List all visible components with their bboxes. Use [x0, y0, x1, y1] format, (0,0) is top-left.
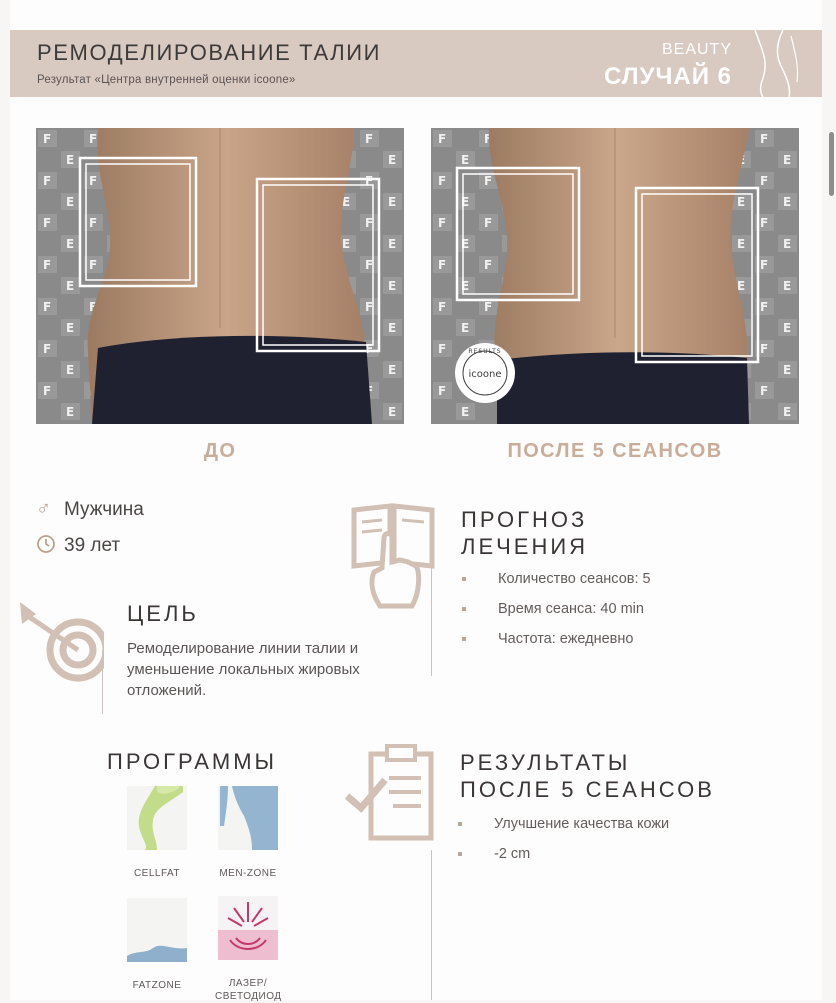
badge-brand: icoone	[468, 369, 502, 380]
results-heading-line1: РЕЗУЛЬТАТЫ	[460, 750, 631, 775]
patient-age	[36, 534, 120, 557]
forecast-heading-line2: ЛЕЧЕНИЯ	[461, 534, 589, 559]
results-divider	[431, 850, 432, 1000]
page-title: РЕМОДЕЛИРОВАНИЕ ТАЛИИ	[37, 40, 382, 65]
book-hand-icon	[350, 502, 436, 612]
after-caption: ПОСЛЕ 5 СЕАНСОВ	[507, 440, 723, 462]
clock-icon	[36, 534, 64, 557]
bullet-icon	[458, 852, 462, 856]
list-item	[462, 568, 651, 598]
age-value: 39 лет	[64, 535, 121, 556]
list-item	[458, 813, 669, 843]
bullet-icon	[462, 577, 466, 581]
header-banner	[10, 30, 822, 97]
clipboard-check-icon	[345, 744, 437, 842]
before-caption: ДО	[203, 440, 237, 462]
forecast-frequency: Частота: ежедневно	[498, 631, 634, 647]
gender-value: Мужчина	[64, 499, 144, 520]
body-outline-icon	[747, 30, 807, 97]
men-zone-thumbnail	[218, 786, 278, 850]
list-item	[462, 598, 651, 628]
forecast-divider	[431, 556, 432, 676]
brand-label: BEAUTY	[661, 41, 732, 58]
bullet-icon	[462, 637, 466, 641]
bullet-icon	[462, 607, 466, 611]
after-photo	[431, 128, 799, 424]
result-cm-reduction: -2 cm	[494, 846, 531, 862]
patient-gender	[36, 498, 144, 521]
forecast-sessions: Количество сеансов: 5	[498, 571, 651, 587]
goal-divider	[102, 650, 103, 714]
results-heading-line2: ПОСЛЕ 5 СЕАНСОВ	[460, 777, 715, 802]
laser-led-thumbnail	[218, 896, 278, 960]
program-fatzone	[124, 898, 190, 992]
forecast-heading	[461, 506, 588, 560]
target-arrow-icon	[18, 598, 104, 694]
program-laser-led	[215, 896, 281, 1003]
list-item	[458, 843, 669, 873]
program-label: MEN-ZONE	[219, 868, 277, 879]
results-heading	[460, 749, 715, 803]
forecast-list	[462, 568, 651, 658]
programs-heading: ПРОГРАММЫ	[107, 749, 278, 774]
program-label: FATZONE	[132, 980, 182, 991]
cellfat-thumbnail	[127, 786, 187, 850]
case-label: СЛУЧАЙ 6	[604, 63, 732, 90]
male-symbol-icon: ♂	[36, 498, 51, 520]
scrollbar-thumb[interactable]	[829, 132, 834, 196]
badge-ring-text: RESULTS	[468, 348, 502, 355]
results-badge	[455, 343, 515, 403]
program-label: CELLFAT	[133, 868, 181, 879]
forecast-heading-line1: ПРОГНОЗ	[461, 507, 588, 532]
list-item	[462, 628, 651, 658]
program-cellfat	[124, 786, 190, 880]
forecast-duration: Время сеанса: 40 min	[498, 601, 644, 617]
results-list	[458, 813, 669, 873]
page-subtitle: Результат «Центра внутренней оценки icoone»	[37, 74, 296, 86]
fatzone-thumbnail	[127, 898, 187, 962]
goal-heading: ЦЕЛЬ	[127, 601, 199, 626]
program-label: ЛАЗЕР/ СВЕТОДИОД	[215, 978, 282, 1002]
result-skin-quality: Улучшение качества кожи	[494, 816, 670, 832]
program-men-zone	[215, 786, 281, 880]
before-photo	[36, 128, 404, 424]
bullet-icon	[458, 822, 462, 826]
goal-text: Ремоделирование линии талии и уменьшение локальных жировых отложений.	[127, 640, 360, 699]
